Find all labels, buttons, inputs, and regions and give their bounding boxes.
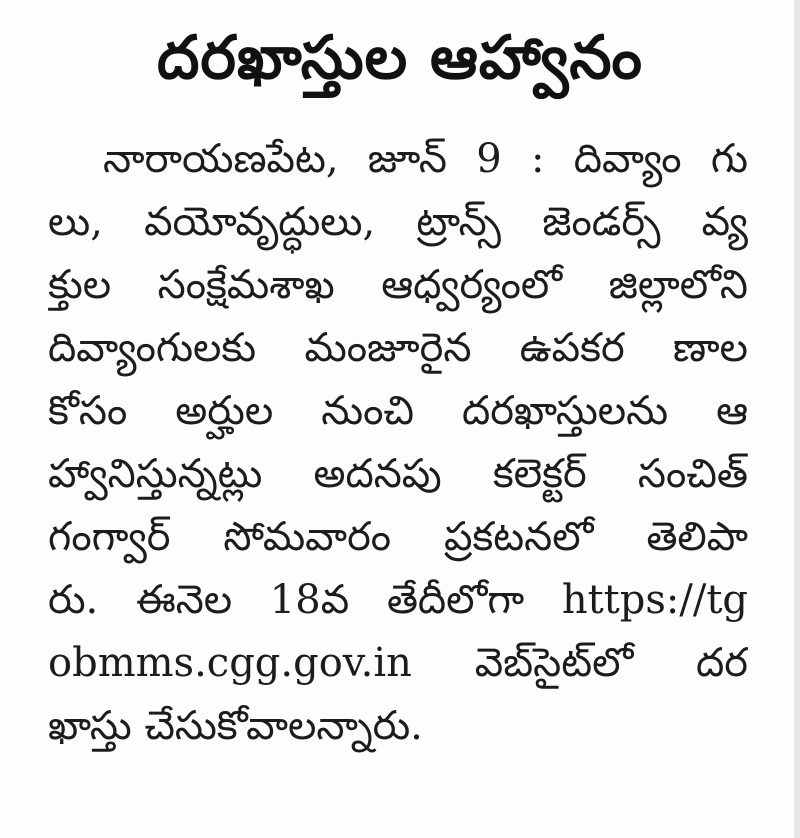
article-line: దివ్యాంగులకు మంజూరైన ఉపకర ణాల	[48, 325, 748, 371]
article-line: obmms.cgg.gov.in వెబ్‌సైట్‌లో దర	[48, 640, 748, 686]
clipping-edge	[794, 0, 800, 838]
article-line: హ్వానిస్తున్నట్లు అదనపు కలెక్టర్ సంచిత్	[48, 451, 748, 497]
article-line: రు. ఈనెల 18వ తేదీలోగా https://tg	[48, 577, 748, 623]
article-line: ఖాస్తు చేసుకోవాలన్నారు.	[48, 703, 423, 749]
article-line: క్తుల సంక్షేమశాఖ ఆధ్వర్యంలో జిల్లాలోని	[48, 262, 748, 308]
article-line: లు, వయోవృద్ధులు, ట్రాన్స్ జెండర్స్ వ్య	[48, 199, 748, 245]
article-line: కోసం అర్హుల నుంచి దరఖాస్తులను ఆ	[48, 388, 748, 434]
headline: దరఖాస్తుల ఆహ్వానం	[157, 23, 643, 93]
article-line: నారాయణపేట, జూన్ 9 : దివ్యాం గు	[103, 136, 748, 182]
article-body	[48, 128, 748, 758]
article-line: గంగ్వార్ సోమవారం ప్రకటనలో తెలిపా	[48, 514, 748, 560]
